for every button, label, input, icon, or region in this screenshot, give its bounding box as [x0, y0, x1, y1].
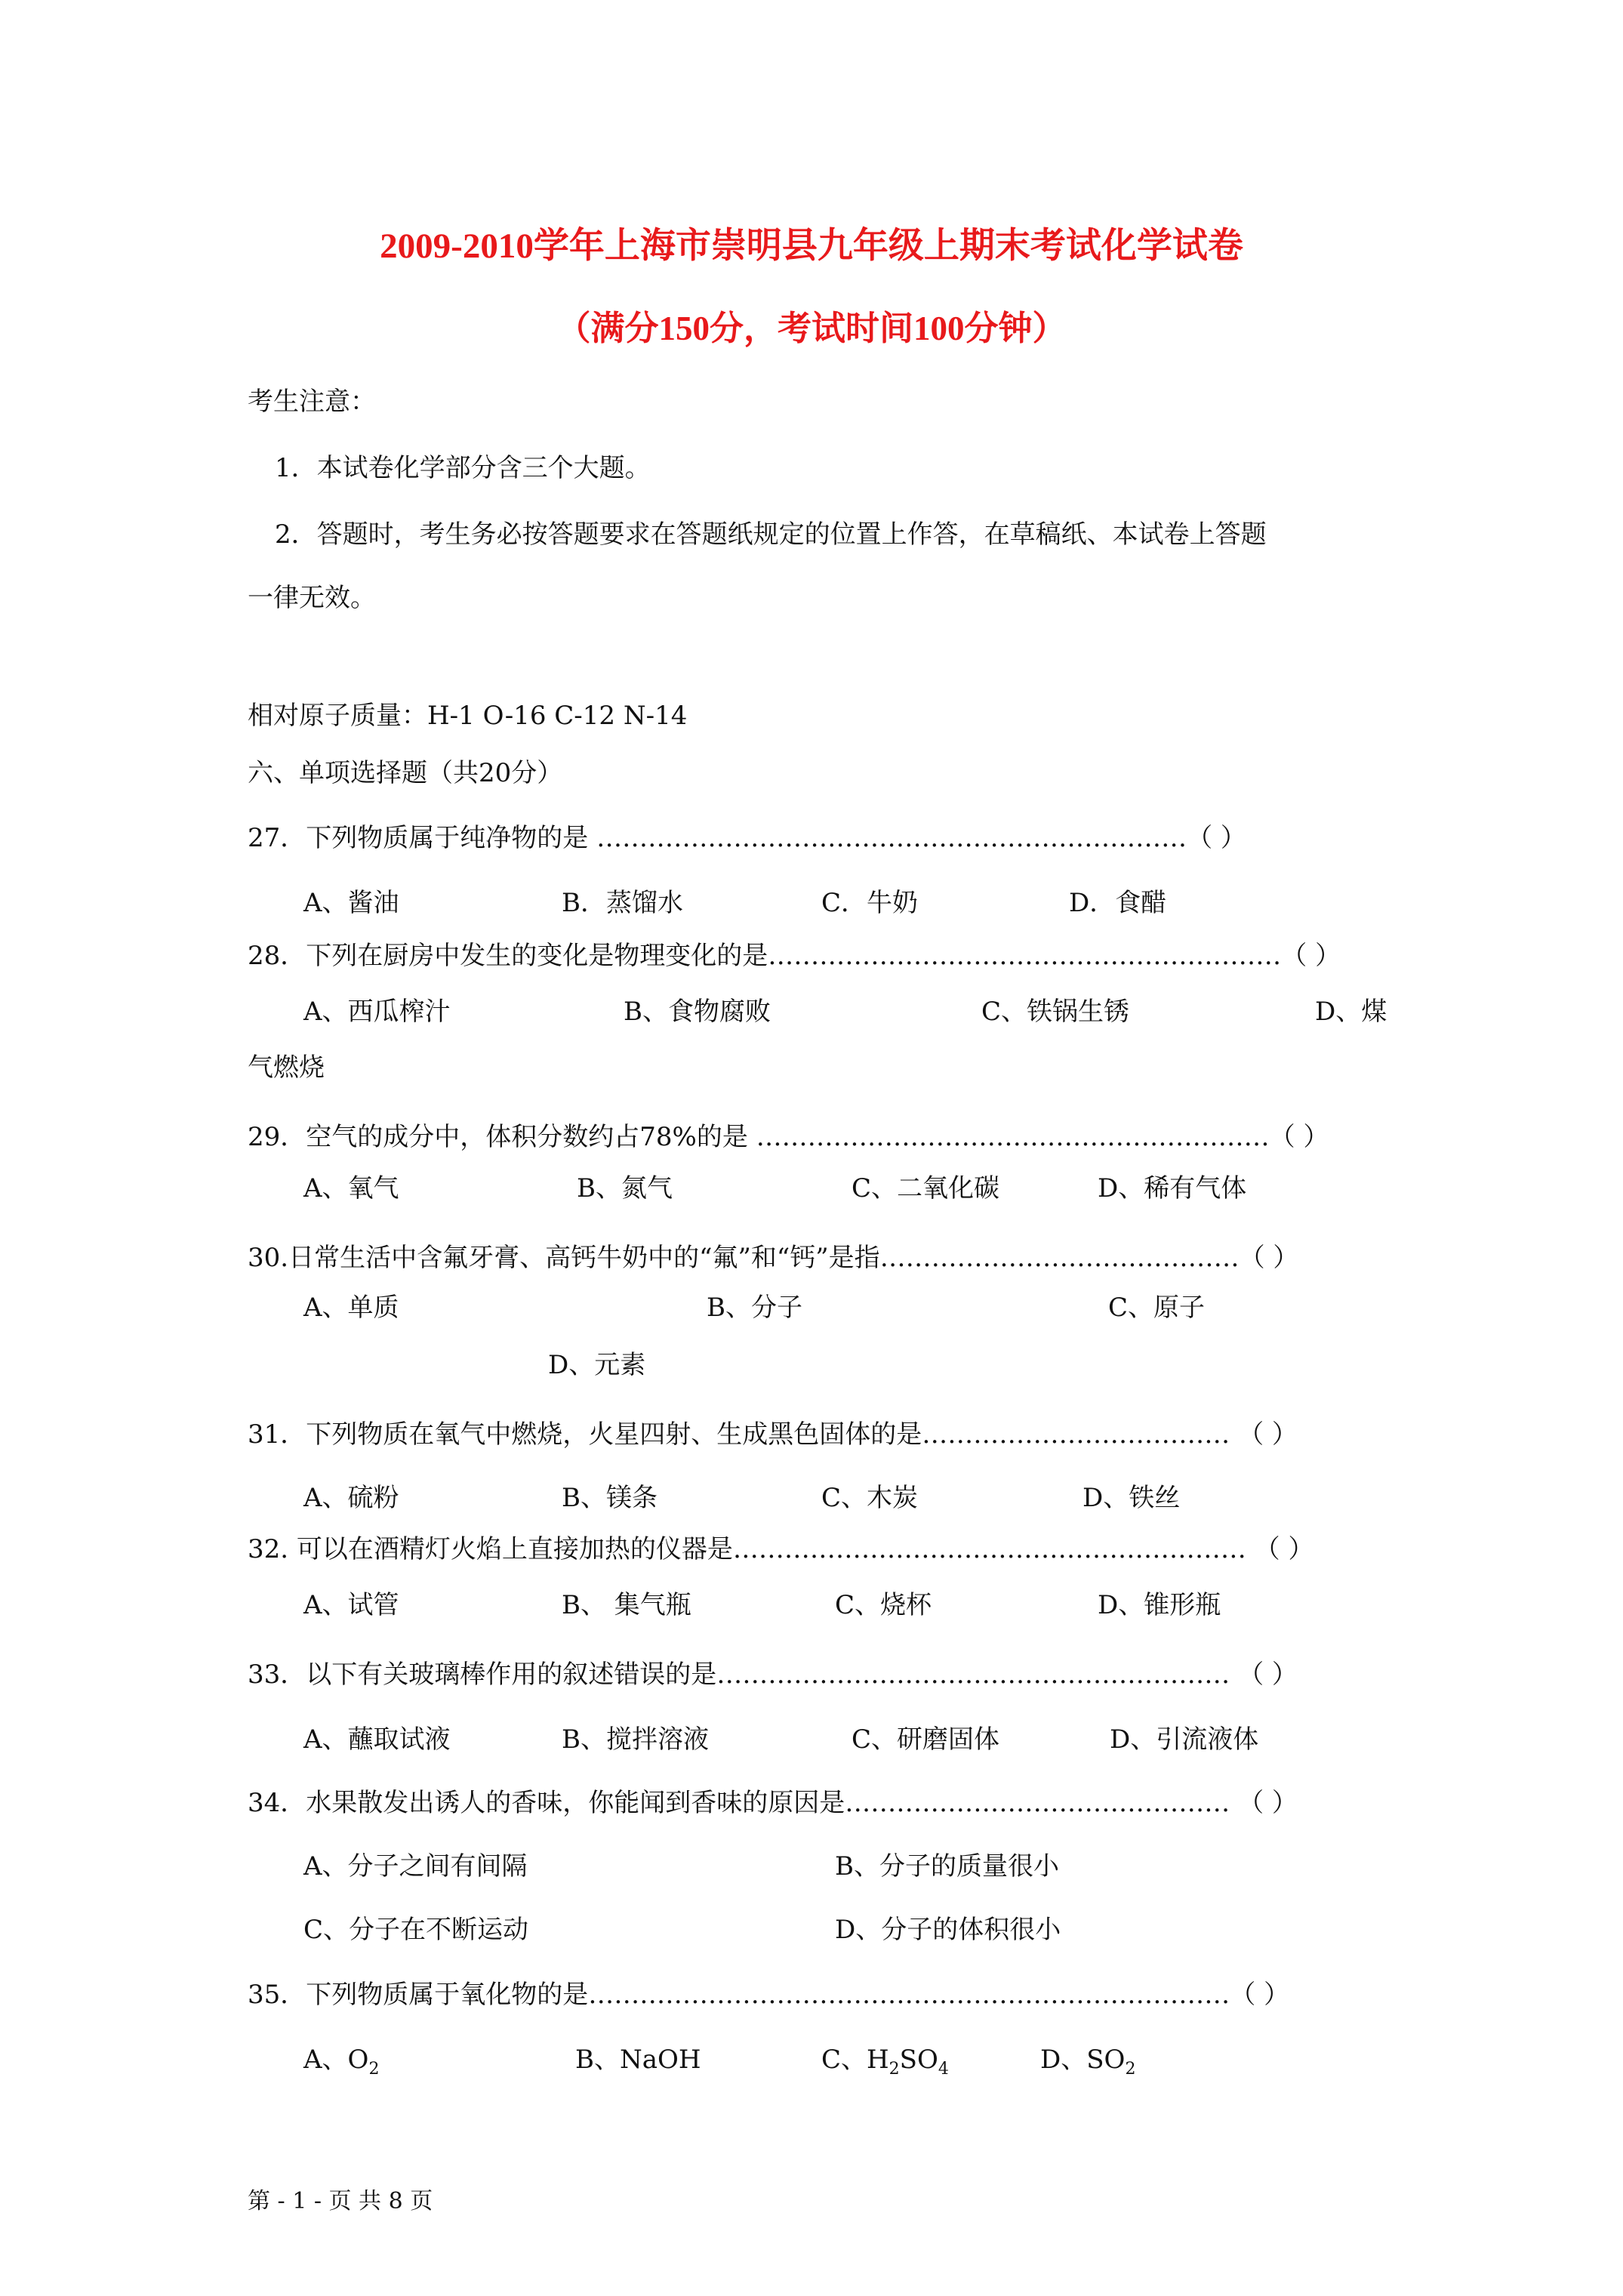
- question-27-option-d: D．食醋: [1069, 888, 1167, 918]
- question-32-option-a: A、试管: [303, 1590, 399, 1620]
- question-27-option-c: C．牛奶: [821, 888, 919, 918]
- question-27-stem: 27．下列物质属于纯净物的是 ……………………………………………………………（ ）: [248, 823, 1246, 853]
- section-heading: 六、单项选择题（共20分）: [248, 758, 563, 788]
- notice-item-2-line-2: 一律无效。: [248, 583, 376, 613]
- page-footer: 第 - 1 - 页 共 8 页: [248, 2188, 433, 2214]
- page-subtitle: （满分150分，考试时间100分钟）: [556, 310, 1067, 347]
- question-29-option-c: C、二氧化碳: [852, 1173, 1000, 1203]
- question-27-option-a: A、酱油: [303, 888, 399, 918]
- question-33-option-b: B、搅拌溶液: [562, 1724, 709, 1755]
- question-35-option-a: A、$O_2$: [303, 2045, 380, 2079]
- question-34-option-a: A、分子之间有间隔: [303, 1851, 528, 1881]
- question-28-option-a: A、西瓜榨汁: [303, 997, 451, 1027]
- notice-heading: 考生注意：: [248, 387, 376, 417]
- question-30-option-b: B、分子: [707, 1293, 802, 1323]
- question-32-stem: 32. 可以在酒精灯火焰上直接加热的仪器是…………………………………………………… （ ）: [248, 1534, 1314, 1564]
- question-35-option-d: D、$SO_2$: [1040, 2045, 1136, 2079]
- question-33-stem: 33．以下有关玻璃棒作用的叙述错误的是…………………………………………………… （ ）: [248, 1660, 1298, 1690]
- question-29-option-a: A、氧气: [303, 1173, 399, 1203]
- question-33-option-a: A、蘸取试液: [303, 1724, 451, 1755]
- question-31-option-c: C、木炭: [821, 1483, 919, 1513]
- question-31-option-d: D、铁丝: [1083, 1483, 1181, 1513]
- question-30-option-a: A、单质: [303, 1293, 399, 1323]
- question-28-option-d: D、煤: [1315, 997, 1387, 1027]
- question-33-option-c: C、研磨固体: [852, 1724, 1000, 1755]
- question-30-option-c: C、原子: [1108, 1293, 1206, 1323]
- notice-item-2-line-1: 2．答题时，考生务必按答题要求在答题纸规定的位置上作答，在草稿纸、本试卷上答题: [275, 519, 1267, 550]
- question-28-stem: 28．下列在厨房中发生的变化是物理变化的是……………………………………………………（ ）: [248, 941, 1341, 971]
- question-35-option-c: C、$H_2SO_4$: [821, 2045, 949, 2079]
- question-34-option-d: D、分子的体积很小: [835, 1915, 1061, 1945]
- question-31-stem: 31．下列物质在氧气中燃烧，火星四射、生成黑色固体的是……………………………… （ ）: [248, 1419, 1298, 1450]
- question-28-option-b: B、食物腐败: [624, 997, 771, 1027]
- question-27-option-b: B．蒸馏水: [562, 888, 683, 918]
- question-32-option-d: D、锥形瓶: [1098, 1590, 1221, 1620]
- question-29-option-b: B、氮气: [577, 1173, 673, 1203]
- question-29-option-d: D、稀有气体: [1098, 1173, 1247, 1203]
- question-28-continuation: 气燃烧: [248, 1052, 325, 1083]
- question-28-option-c: C、铁锅生锈: [981, 997, 1130, 1027]
- question-34-option-c: C、分子在不断运动: [303, 1915, 529, 1945]
- question-29-stem: 29．空气的成分中，体积分数约占78%的是 ……………………………………………………（ ）: [248, 1122, 1329, 1152]
- page-title: 2009-2010学年上海市崇明县九年级上期末考试化学试卷: [380, 227, 1243, 266]
- question-35-stem: 35．下列物质属于氧化物的是…………………………………………………………………（ ）: [248, 1980, 1290, 2010]
- question-34-option-b: B、分子的质量很小: [835, 1851, 1059, 1881]
- question-33-option-d: D、引流液体: [1110, 1724, 1259, 1755]
- question-30-option-d: D、元素: [548, 1350, 646, 1380]
- question-31-option-a: A、硫粉: [303, 1483, 399, 1513]
- atomic-mass-line: 相对原子质量：H-1 O-16 C-12 N-14: [248, 701, 688, 731]
- question-35-option-b: B、NaOH: [575, 2045, 701, 2075]
- question-32-option-c: C、烧杯: [835, 1590, 932, 1620]
- question-30-stem: 30.日常生活中含氟牙膏、高钙牛奶中的“氟”和“钙”是指……………………………………（ ）: [248, 1243, 1299, 1273]
- question-31-option-b: B、镁条: [562, 1483, 658, 1513]
- question-32-option-b: B、 集气瓶: [562, 1590, 691, 1620]
- notice-item-1: 1．本试卷化学部分含三个大题。: [275, 453, 651, 483]
- question-34-stem: 34．水果散发出诱人的香味，你能闻到香味的原因是……………………………………… （ ）: [248, 1788, 1298, 1818]
